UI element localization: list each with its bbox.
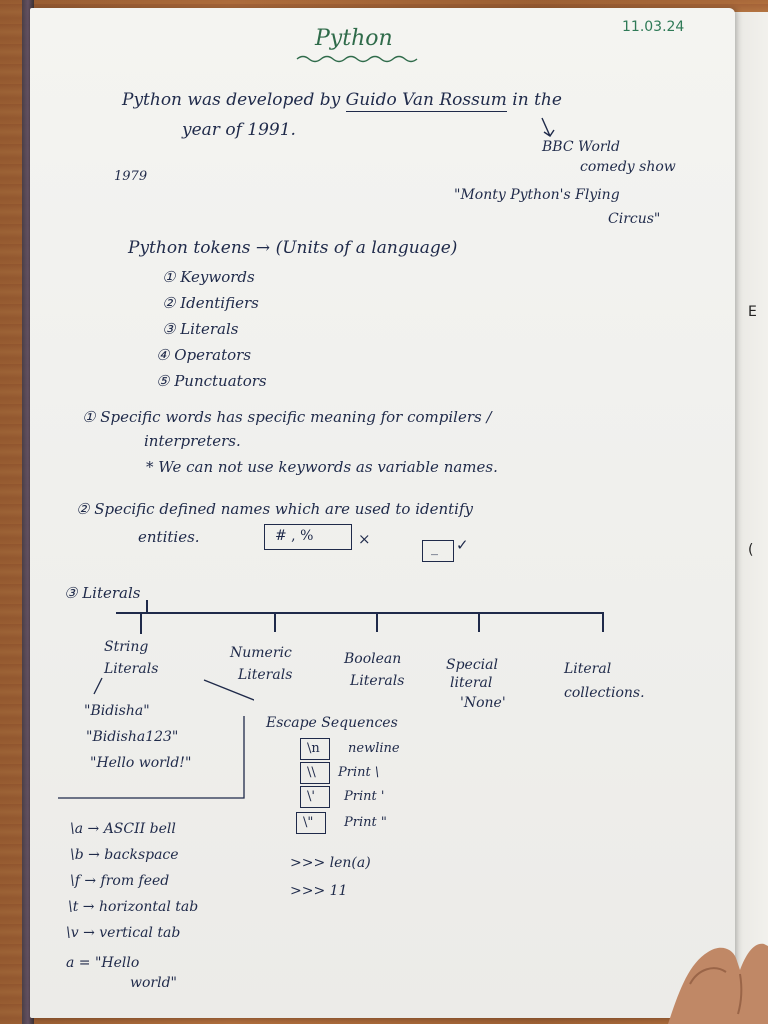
literal-type-special-3: 'None' <box>460 695 506 711</box>
literal-type-numeric-2: Literals <box>238 667 293 683</box>
tree-branch-stem <box>478 612 480 632</box>
literal-type-collections-2: collections. <box>564 685 645 701</box>
intro-text-a: Python was developed by <box>122 90 341 110</box>
notebook-page <box>30 8 735 1018</box>
literal-type-boolean-1: Boolean <box>344 651 402 667</box>
escape-list-item: \t → horizontal tab <box>68 899 199 915</box>
token-item: ④ Operators <box>156 346 252 364</box>
cross-mark-icon: × <box>358 530 371 548</box>
assignment-line-1: a = "Hello <box>66 955 140 971</box>
escape-code: \n <box>307 741 320 756</box>
tokens-heading: Python tokens → (Units of a language) <box>128 238 458 258</box>
escape-list-item: \b → backspace <box>70 847 179 863</box>
arrow-down-icon <box>538 116 558 140</box>
escape-meaning: newline <box>348 741 400 756</box>
tree-branch-stem <box>602 612 604 632</box>
intro-line-1 <box>122 92 562 109</box>
string-example: "Hello world!" <box>90 755 192 771</box>
escape-meaning: Print " <box>344 815 387 830</box>
literal-type-collections-1: Literal <box>564 661 612 677</box>
tree-branch-stem <box>140 612 142 634</box>
literal-type-special-1: Special <box>446 657 498 673</box>
literals-heading: ③ Literals <box>64 584 141 602</box>
check-mark-icon: ✓ <box>456 536 469 554</box>
token-item: ⑤ Punctuators <box>156 372 267 390</box>
literal-type-numeric-1: Numeric <box>230 645 292 661</box>
identifiers-note-line-2: entities. <box>138 528 200 546</box>
escape-heading: Escape Sequences <box>266 715 398 731</box>
valid-symbol-box <box>422 540 454 562</box>
show-name-line-1: "Monty Python's Flying <box>454 187 620 203</box>
year-margin-note: 1979 <box>114 169 148 184</box>
origin-line-1: BBC World <box>542 139 620 155</box>
keywords-note-line-3: * We can not use keywords as variable names. <box>146 458 498 476</box>
token-item: ② Identifiers <box>162 294 259 312</box>
escape-code: \" <box>303 815 314 830</box>
creator-name: Guido Van Rossum <box>345 90 507 110</box>
string-example: "Bidisha123" <box>86 729 179 745</box>
escape-code-box <box>296 812 326 834</box>
escape-list-item: \a → ASCII bell <box>70 821 176 837</box>
keywords-note-line-2: interpreters. <box>144 432 241 450</box>
escape-meaning: Print ' <box>344 789 385 804</box>
escape-code: \\ <box>307 765 316 780</box>
intro-text-b: in the <box>512 90 562 110</box>
assignment-line-2: world" <box>130 975 177 991</box>
escape-code: \' <box>307 789 315 804</box>
tree-branch-root <box>146 600 148 614</box>
escape-meaning: Print \ <box>338 765 380 780</box>
literal-type-string-1: String <box>104 639 149 655</box>
tree-branch-stem <box>376 612 378 632</box>
right-page-mark: E <box>748 304 757 320</box>
invalid-symbols: # , % <box>275 528 314 544</box>
literal-type-special-2: literal <box>450 675 493 691</box>
escape-code-box <box>300 786 330 808</box>
literal-type-string-2: Literals <box>104 661 159 677</box>
token-item: ③ Literals <box>162 320 239 338</box>
token-item: ① Keywords <box>162 268 255 286</box>
right-page-mark: ( <box>748 542 754 558</box>
escape-code-box <box>300 762 330 784</box>
string-example: "Bidisha" <box>84 703 150 719</box>
repl-line-2: >>> 11 <box>290 883 348 899</box>
invalid-symbols-box <box>264 524 352 550</box>
title-underline-wave <box>295 54 425 64</box>
tree-branch-stem <box>274 612 276 632</box>
escape-list-item: \f → from feed <box>70 873 170 889</box>
page-date: 11.03.24 <box>622 19 685 35</box>
origin-line-2: comedy show <box>580 159 676 175</box>
escape-list-item: \v → vertical tab <box>66 925 181 941</box>
literal-type-boolean-2: Literals <box>350 673 405 689</box>
escape-code-box <box>300 738 330 760</box>
keywords-note-line-1: ① Specific words has specific meaning for compilers / <box>82 408 492 426</box>
show-name-line-2: Circus" <box>608 211 661 227</box>
identifiers-note-line-1: ② Specific defined names which are used to identify <box>76 500 474 518</box>
page-title: Python <box>315 26 393 51</box>
tree-branch-horizontal <box>116 612 604 614</box>
valid-symbol: _ <box>431 540 438 556</box>
intro-line-2: year of 1991. <box>182 120 296 140</box>
repl-line-1: >>> len(a) <box>290 855 371 871</box>
